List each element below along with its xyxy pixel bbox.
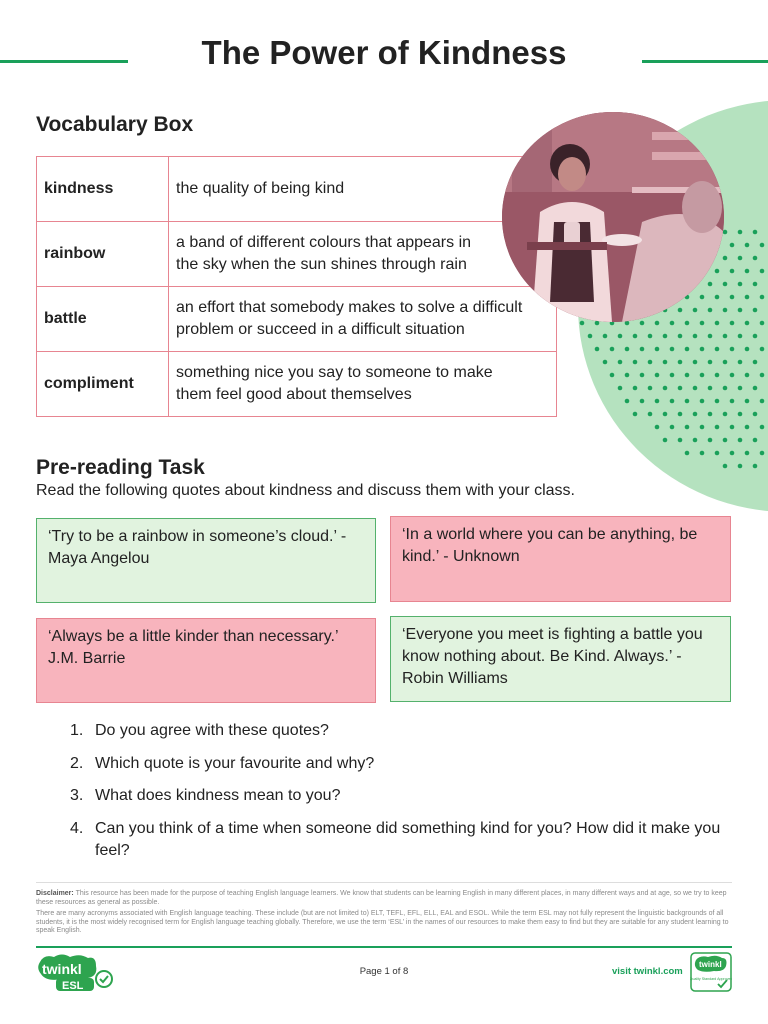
badge-sub: Quality Standard Approved bbox=[690, 977, 732, 981]
decorative-dot bbox=[738, 412, 743, 417]
decorative-dot bbox=[745, 347, 750, 352]
list-item bbox=[60, 818, 740, 862]
list-item bbox=[60, 785, 740, 807]
list-item bbox=[60, 753, 740, 775]
decorative-dot bbox=[745, 243, 750, 248]
question-text: What does kindness mean to you? bbox=[95, 787, 341, 804]
decorative-dot bbox=[693, 334, 698, 339]
decorative-dot bbox=[760, 373, 765, 378]
visit-link[interactable]: visit twinkl.com bbox=[612, 966, 683, 977]
decorative-dot bbox=[678, 308, 683, 313]
vocabulary-table bbox=[36, 156, 557, 417]
decorative-dot bbox=[655, 425, 660, 430]
decorative-dot bbox=[738, 464, 743, 469]
prereading-heading: Pre-reading Task bbox=[36, 456, 205, 479]
decorative-dot bbox=[625, 347, 630, 352]
decorative-dot bbox=[693, 386, 698, 391]
decorative-dot bbox=[723, 360, 728, 365]
decorative-dot bbox=[730, 399, 735, 404]
quote-card: ‘Everyone you meet is fighting a battle you know nothing about. Be Kind. Always.’ - Robin Williams bbox=[390, 616, 731, 702]
decorative-dot bbox=[723, 308, 728, 313]
vocab-word: compliment bbox=[37, 352, 169, 417]
decorative-dot bbox=[678, 386, 683, 391]
logo-text: twinkl bbox=[42, 961, 82, 977]
decorative-dot bbox=[745, 451, 750, 456]
vocab-definition: the quality of being kind bbox=[169, 157, 557, 222]
disclaimer-divider bbox=[36, 882, 732, 883]
decorative-dot bbox=[715, 425, 720, 430]
decorative-dot bbox=[700, 321, 705, 326]
discussion-questions bbox=[60, 720, 740, 872]
decorative-dot bbox=[715, 269, 720, 274]
decorative-dot bbox=[738, 438, 743, 443]
decorative-dot bbox=[753, 230, 758, 235]
decorative-dot bbox=[715, 295, 720, 300]
decorative-dot bbox=[708, 282, 713, 287]
decorative-dot bbox=[670, 347, 675, 352]
decorative-dot bbox=[610, 373, 615, 378]
vocabulary-heading: Vocabulary Box bbox=[36, 113, 194, 136]
quote-card: ‘In a world where you can be anything, be kind.’ - Unknown bbox=[390, 516, 731, 602]
vocab-word: battle bbox=[37, 287, 169, 352]
decorative-dot bbox=[663, 334, 668, 339]
decorative-dot bbox=[640, 347, 645, 352]
decorative-dot bbox=[618, 334, 623, 339]
page-title: The Power of Kindness bbox=[201, 34, 567, 71]
decorative-dot bbox=[700, 399, 705, 404]
decorative-dot bbox=[618, 360, 623, 365]
decorative-dot bbox=[730, 295, 735, 300]
table-row bbox=[37, 157, 557, 222]
decorative-dot bbox=[685, 321, 690, 326]
decorative-dot bbox=[700, 425, 705, 430]
quality-badge-icon bbox=[690, 952, 732, 992]
decorative-dot bbox=[738, 308, 743, 313]
decorative-dot bbox=[753, 334, 758, 339]
decorative-dot bbox=[663, 360, 668, 365]
decorative-dot bbox=[760, 243, 765, 248]
question-number: 4. bbox=[70, 819, 84, 837]
table-row bbox=[37, 222, 557, 287]
decorative-dot bbox=[700, 295, 705, 300]
decorative-dot bbox=[655, 321, 660, 326]
decorative-dot bbox=[685, 451, 690, 456]
decorative-dot bbox=[753, 360, 758, 365]
decorative-dot bbox=[745, 425, 750, 430]
decorative-dot bbox=[678, 412, 683, 417]
decorative-dot bbox=[640, 373, 645, 378]
decorative-dot bbox=[738, 256, 743, 261]
decorative-dot bbox=[700, 451, 705, 456]
decorative-dot bbox=[670, 373, 675, 378]
decorative-dot bbox=[723, 334, 728, 339]
decorative-dot bbox=[730, 321, 735, 326]
decorative-dot bbox=[670, 425, 675, 430]
decorative-dot bbox=[760, 451, 765, 456]
decorative-dot bbox=[753, 256, 758, 261]
decorative-dot bbox=[760, 295, 765, 300]
decorative-dot bbox=[715, 451, 720, 456]
decorative-dot bbox=[753, 464, 758, 469]
logo-sub: ESL bbox=[62, 980, 84, 992]
decorative-dot bbox=[633, 334, 638, 339]
decorative-dot bbox=[580, 321, 585, 326]
decorative-dot bbox=[685, 347, 690, 352]
badge-text: twinkl bbox=[699, 960, 722, 969]
decorative-dot bbox=[640, 321, 645, 326]
decorative-dot bbox=[655, 347, 660, 352]
decorative-dot bbox=[708, 334, 713, 339]
decorative-dot bbox=[625, 321, 630, 326]
list-item bbox=[60, 720, 740, 742]
vocab-definition: a band of different colours that appears in the sky when the sun shines through rain bbox=[169, 222, 557, 287]
decorative-dot bbox=[723, 386, 728, 391]
decorative-dot bbox=[685, 399, 690, 404]
decorative-dot bbox=[738, 360, 743, 365]
quote-card: ‘Try to be a rainbow in someone’s cloud.’ - Maya Angelou bbox=[36, 518, 376, 603]
decorative-dot bbox=[648, 360, 653, 365]
decorative-dot bbox=[745, 295, 750, 300]
decorative-dot bbox=[760, 269, 765, 274]
decorative-dot bbox=[685, 373, 690, 378]
decorative-dot bbox=[738, 386, 743, 391]
decorative-dot bbox=[648, 334, 653, 339]
decorative-dot bbox=[670, 321, 675, 326]
decorative-dot bbox=[655, 399, 660, 404]
decorative-dot bbox=[633, 360, 638, 365]
decorative-dot bbox=[708, 386, 713, 391]
decorative-dot bbox=[730, 451, 735, 456]
decorative-dot bbox=[723, 412, 728, 417]
vocab-definition: an effort that somebody makes to solve a difficult problem or succeed in a difficult situation bbox=[169, 287, 557, 352]
decorative-dot bbox=[753, 308, 758, 313]
decorative-dot bbox=[648, 386, 653, 391]
decorative-dot bbox=[715, 321, 720, 326]
decorative-dot bbox=[745, 373, 750, 378]
decorative-dot bbox=[693, 438, 698, 443]
decorative-dot bbox=[640, 399, 645, 404]
decorative-dot bbox=[655, 373, 660, 378]
decorative-dot bbox=[595, 321, 600, 326]
decorative-dot bbox=[678, 360, 683, 365]
decorative-dot bbox=[603, 360, 608, 365]
question-text: Do you agree with these quotes? bbox=[95, 722, 329, 739]
decorative-dot bbox=[693, 360, 698, 365]
decorative-dot bbox=[723, 438, 728, 443]
decorative-dot bbox=[738, 334, 743, 339]
decorative-dot bbox=[745, 399, 750, 404]
footer-divider bbox=[36, 946, 732, 948]
decorative-dot bbox=[745, 321, 750, 326]
decorative-dot bbox=[708, 412, 713, 417]
decorative-dot bbox=[633, 412, 638, 417]
decorative-dot bbox=[738, 230, 743, 235]
decorative-dot bbox=[610, 347, 615, 352]
decorative-dot bbox=[693, 412, 698, 417]
disclaimer-text: This resource has been made for the purpose of teaching English language learners. We know that students can be learning English in many different places, in many different ways and at age, so we try to keep these resources as general as possible. bbox=[36, 890, 727, 906]
decorative-dot bbox=[715, 373, 720, 378]
decorative-dot bbox=[745, 269, 750, 274]
page-number: Page 1 of 8 bbox=[359, 966, 409, 977]
decorative-dot bbox=[753, 282, 758, 287]
decorative-dot bbox=[708, 308, 713, 313]
decorative-dot bbox=[730, 425, 735, 430]
decorative-dot bbox=[663, 386, 668, 391]
decorative-dot bbox=[730, 243, 735, 248]
decorative-dot bbox=[693, 308, 698, 313]
decorative-dot bbox=[753, 386, 758, 391]
decorative-dot bbox=[708, 360, 713, 365]
disclaimer-text-2: There are many acronyms associated with English language teaching. These include (but are not limited to) ELT, TEFL, EFL, ELL, EAL and ESOL. While the term ESL may not fully represent the linguistic backgrounds of all students, it is the most widely recognised term for English language teaching globally. Therefore, we use the term ‘ESL’ in the names of our resources to make them easy to find but they are suitable for any student learning to speak English. bbox=[36, 910, 729, 934]
decorative-dot bbox=[760, 347, 765, 352]
table-row bbox=[37, 352, 557, 417]
decorative-dot bbox=[670, 399, 675, 404]
question-number: 3. bbox=[70, 787, 84, 804]
decorative-dot bbox=[700, 347, 705, 352]
decorative-dot bbox=[753, 412, 758, 417]
decorative-dot bbox=[678, 334, 683, 339]
table-row bbox=[37, 287, 557, 352]
decorative-dot bbox=[723, 230, 728, 235]
decorative-dot bbox=[730, 347, 735, 352]
kindness-photo-icon bbox=[502, 112, 724, 322]
quote-card: ‘Always be a little kinder than necessary.’ J.M. Barrie bbox=[36, 618, 376, 703]
decorative-dot bbox=[588, 334, 593, 339]
vocab-definition: something nice you say to someone to make them feel good about themselves bbox=[169, 352, 557, 417]
decorative-dot bbox=[730, 269, 735, 274]
question-text: Which quote is your favourite and why? bbox=[95, 754, 375, 772]
decorative-dot bbox=[633, 386, 638, 391]
decorative-dot bbox=[753, 438, 758, 443]
question-number: 1. bbox=[70, 722, 84, 739]
decorative-dot bbox=[648, 412, 653, 417]
decorative-dot bbox=[723, 256, 728, 261]
decorative-dot bbox=[678, 438, 683, 443]
decorative-dot bbox=[618, 386, 623, 391]
decorative-dot bbox=[723, 464, 728, 469]
decorative-dot bbox=[723, 282, 728, 287]
decorative-dot bbox=[625, 373, 630, 378]
decorative-dot bbox=[738, 282, 743, 287]
decorative-dot bbox=[715, 347, 720, 352]
question-number: 2. bbox=[70, 754, 84, 772]
decorative-dot bbox=[663, 438, 668, 443]
decorative-dot bbox=[760, 399, 765, 404]
disclaimer bbox=[36, 890, 732, 936]
prereading-intro: Read the following quotes about kindness and discuss them with your class. bbox=[36, 482, 575, 499]
decorative-dot bbox=[595, 347, 600, 352]
decorative-dot bbox=[760, 321, 765, 326]
vocab-word: kindness bbox=[37, 157, 169, 222]
decorative-dot bbox=[685, 425, 690, 430]
decorative-dot bbox=[760, 425, 765, 430]
decorative-dot bbox=[700, 373, 705, 378]
disclaimer-label: Disclaimer: bbox=[36, 890, 74, 897]
question-text: Can you think of a time when someone did something kind for you? How did it make you feel? bbox=[95, 819, 721, 859]
decorative-dot bbox=[625, 399, 630, 404]
decorative-dot bbox=[603, 334, 608, 339]
decorative-dot bbox=[663, 412, 668, 417]
vocab-word: rainbow bbox=[37, 222, 169, 287]
decorative-dot bbox=[715, 399, 720, 404]
decorative-dot bbox=[730, 373, 735, 378]
decorative-dot bbox=[708, 438, 713, 443]
